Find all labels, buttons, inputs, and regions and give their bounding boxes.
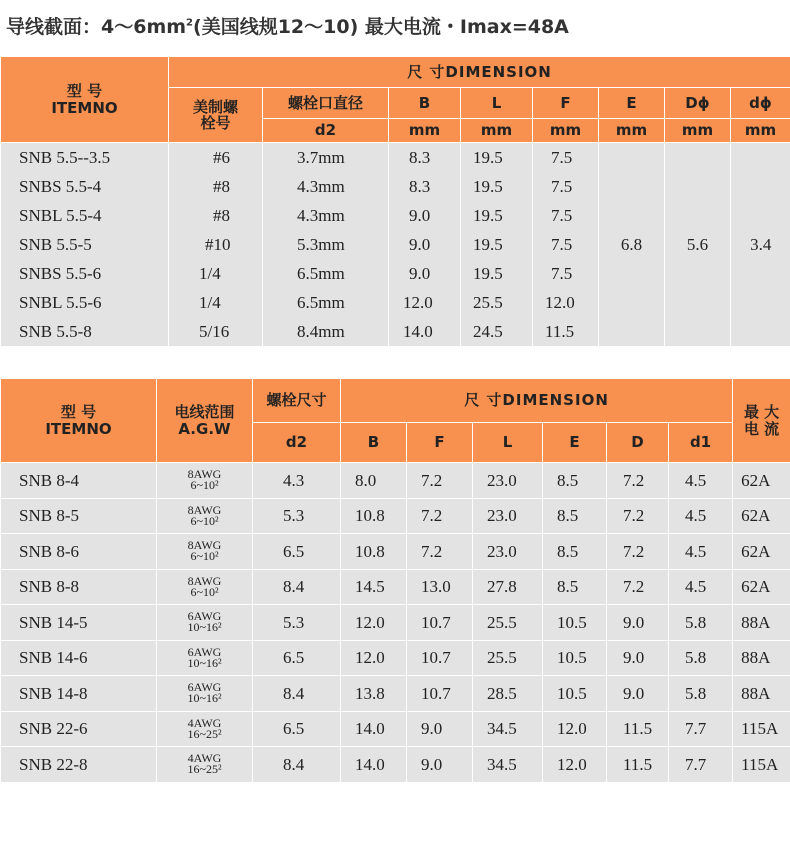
t1-head-mm: mm [599, 119, 665, 143]
cell-E-shared: 6.8 [599, 143, 665, 347]
cell-d2: 5.3 [253, 605, 341, 641]
cell-F: 7.5 [533, 172, 599, 201]
cell-L: 19.5 [461, 143, 533, 173]
t2-head-d2: d2 [253, 423, 341, 463]
t1-head-bolt-1: 美制螺 [192, 97, 238, 116]
cell-F: 12.0 [533, 288, 599, 317]
cell-d2: 5.3mm [263, 230, 389, 259]
cell-B: 12.0 [341, 640, 407, 676]
t2-head-F: F [407, 423, 473, 463]
table-row [1, 640, 790, 676]
table-row [1, 534, 790, 570]
cell-awg [157, 498, 253, 534]
cell-E: 8.5 [543, 569, 607, 605]
cell-awg [157, 711, 253, 747]
page-title [6, 12, 569, 39]
title-sup: 2 [186, 17, 194, 29]
t1-head-Dphi: Dϕ [665, 88, 731, 119]
cell-E: 8.5 [543, 463, 607, 499]
cell-F: 7.5 [533, 230, 599, 259]
cell-B: 12.0 [389, 288, 461, 317]
cell-imax: 62A [733, 463, 790, 499]
t2-head-model-cn: 型 号 [60, 403, 97, 421]
t2-head-imax [733, 379, 790, 463]
cell-L: 23.0 [473, 463, 543, 499]
cell-model: SNBS 5.5-6 [1, 259, 169, 288]
awg-range [157, 753, 252, 775]
spec-table-1 [0, 56, 790, 346]
t1-head-F: F [533, 88, 599, 119]
cell-d2: 6.5 [253, 534, 341, 570]
awg-range [157, 540, 252, 562]
title-text-b: (美国线规12～10) 最大电流・Imax=48A [193, 16, 569, 38]
cell-model: SNBL 5.5-4 [1, 201, 169, 230]
spec-table-2 [0, 378, 790, 782]
t1-head-E: E [599, 88, 665, 119]
awg-section: 10~16² [187, 620, 222, 635]
cell-F: 10.7 [407, 605, 473, 641]
cell-bolt: #8 [169, 201, 263, 230]
cell-L: 25.5 [473, 605, 543, 641]
cell-bolt: #10 [169, 230, 263, 259]
t2-head-E: E [543, 423, 607, 463]
cell-awg [157, 640, 253, 676]
table-row [1, 498, 790, 534]
t1-head-dphi: dϕ [731, 88, 790, 119]
awg-range [157, 682, 252, 704]
cell-model: SNB 5.5-5 [1, 230, 169, 259]
t2-head-D: D [607, 423, 669, 463]
cell-E: 10.5 [543, 605, 607, 641]
cell-d1: 5.8 [669, 676, 733, 712]
cell-bolt: #6 [169, 143, 263, 173]
cell-B: 8.3 [389, 172, 461, 201]
cell-E: 10.5 [543, 640, 607, 676]
t2-head-bolt: 螺栓尺寸 [253, 379, 341, 423]
cell-D: 11.5 [607, 711, 669, 747]
t1-head-mm: mm [461, 119, 533, 143]
cell-E: 12.0 [543, 747, 607, 782]
cell-d1: 4.5 [669, 498, 733, 534]
cell-imax: 88A [733, 676, 790, 712]
cell-awg [157, 605, 253, 641]
t2-head-dimension: 尺 寸DIMENSION [341, 379, 733, 423]
t2-head-imax-2: 电 流 [743, 419, 780, 438]
t1-head-mm: mm [389, 119, 461, 143]
cell-D: 7.2 [607, 534, 669, 570]
t1-head-model-cn: 型 号 [66, 82, 103, 100]
cell-F: 7.2 [407, 534, 473, 570]
cell-bolt: #8 [169, 172, 263, 201]
cell-L: 19.5 [461, 230, 533, 259]
awg-section: 16~25² [187, 726, 222, 741]
cell-L: 24.5 [461, 317, 533, 346]
cell-d2: 6.5 [253, 711, 341, 747]
cell-d2: 4.3mm [263, 172, 389, 201]
awg-gauge: 8AWG [187, 467, 222, 482]
t2-head-awg [157, 379, 253, 463]
cell-d2: 8.4 [253, 569, 341, 605]
t1-head-d2-cn: 螺栓口直径 [263, 88, 389, 119]
t1-head-L: L [461, 88, 533, 119]
table-row [1, 676, 790, 712]
cell-imax: 115A [733, 711, 790, 747]
cell-d2: 4.3 [253, 463, 341, 499]
awg-range [157, 715, 252, 741]
t1-head-B: B [389, 88, 461, 119]
cell-model: SNB 14-6 [1, 640, 157, 676]
cell-E: 10.5 [543, 676, 607, 712]
cell-imax: 62A [733, 498, 790, 534]
cell-B: 10.8 [341, 498, 407, 534]
t1-head-mm: mm [665, 119, 731, 143]
cell-D: 7.2 [607, 498, 669, 534]
cell-awg [157, 747, 253, 782]
t2-head-awg-cn: 电线范围 [174, 403, 235, 421]
table-row [1, 747, 790, 782]
cell-model: SNB 5.5-8 [1, 317, 169, 346]
t1-head-model-en: ITEMNO [51, 98, 118, 117]
cell-B: 14.0 [341, 711, 407, 747]
cell-D: 7.2 [607, 569, 669, 605]
cell-awg [157, 569, 253, 605]
table-row [1, 143, 790, 173]
cell-B: 10.8 [341, 534, 407, 570]
cell-awg [157, 676, 253, 712]
cell-F: 7.5 [533, 143, 599, 173]
cell-model: SNB 8-6 [1, 534, 157, 570]
cell-bolt: 1/4 [169, 259, 263, 288]
cell-B: 14.0 [341, 747, 407, 782]
awg-gauge: 4AWG [187, 751, 222, 766]
t2-head-L: L [473, 423, 543, 463]
awg-section: 16~25² [187, 762, 222, 777]
cell-D: 9.0 [607, 676, 669, 712]
cell-B: 13.8 [341, 676, 407, 712]
cell-bolt: 5/16 [169, 317, 263, 346]
cell-d-shared: 3.4 [731, 143, 790, 347]
t2-head-imax-1: 最 大 [743, 403, 780, 421]
table-row [1, 605, 790, 641]
cell-d2: 3.7mm [263, 143, 389, 173]
cell-F: 9.0 [407, 747, 473, 782]
cell-D: 9.0 [607, 605, 669, 641]
cell-d1: 4.5 [669, 463, 733, 499]
title-text-a: 导线截面：4～6mm [6, 16, 187, 38]
cell-model: SNB 14-8 [1, 676, 157, 712]
cell-d1: 7.7 [669, 747, 733, 782]
cell-d2: 8.4mm [263, 317, 389, 346]
cell-d1: 5.8 [669, 640, 733, 676]
cell-model: SNB 22-8 [1, 747, 157, 782]
cell-F: 11.5 [533, 317, 599, 346]
cell-E: 8.5 [543, 534, 607, 570]
awg-section: 10~16² [187, 655, 222, 670]
cell-model: SNB 8-5 [1, 498, 157, 534]
cell-d2: 6.5 [253, 640, 341, 676]
cell-L: 23.0 [473, 534, 543, 570]
cell-F: 7.5 [533, 259, 599, 288]
t2-head-model-en: ITEMNO [45, 419, 112, 438]
cell-awg [157, 463, 253, 499]
t2-head-model [1, 379, 157, 463]
cell-model: SNB 14-5 [1, 605, 157, 641]
cell-bolt: 1/4 [169, 288, 263, 317]
cell-d2: 5.3 [253, 498, 341, 534]
cell-d1: 4.5 [669, 534, 733, 570]
t1-head-d2-sym: d2 [263, 119, 389, 143]
cell-model: SNBS 5.5-4 [1, 172, 169, 201]
cell-d1: 7.7 [669, 711, 733, 747]
awg-gauge: 8AWG [187, 538, 222, 553]
cell-F: 10.7 [407, 640, 473, 676]
t1-head-bolt-2: 栓号 [200, 114, 231, 132]
t2-head-d1: d1 [669, 423, 733, 463]
awg-gauge: 8AWG [187, 502, 222, 517]
awg-section: 10~16² [187, 691, 222, 706]
awg-range [157, 573, 252, 599]
awg-gauge: 6AWG [187, 644, 222, 659]
cell-imax: 62A [733, 569, 790, 605]
cell-F: 7.2 [407, 498, 473, 534]
cell-D: 9.0 [607, 640, 669, 676]
table-row [1, 569, 790, 605]
t2-head-awg-en: A.G.W [178, 419, 231, 438]
t1-head-model [1, 57, 169, 143]
cell-d2: 6.5mm [263, 288, 389, 317]
table-row [1, 711, 790, 747]
cell-F: 7.2 [407, 463, 473, 499]
cell-awg [157, 534, 253, 570]
cell-L: 34.5 [473, 747, 543, 782]
cell-L: 27.8 [473, 569, 543, 605]
cell-B: 12.0 [341, 605, 407, 641]
cell-L: 34.5 [473, 711, 543, 747]
cell-B: 9.0 [389, 230, 461, 259]
cell-imax: 88A [733, 640, 790, 676]
cell-B: 8.0 [341, 463, 407, 499]
cell-L: 25.5 [473, 640, 543, 676]
cell-L: 28.5 [473, 676, 543, 712]
cell-B: 8.3 [389, 143, 461, 173]
cell-imax: 88A [733, 605, 790, 641]
cell-model: SNB 8-4 [1, 463, 157, 499]
cell-E: 12.0 [543, 711, 607, 747]
cell-d1: 4.5 [669, 569, 733, 605]
cell-D: 11.5 [607, 747, 669, 782]
cell-d2: 6.5mm [263, 259, 389, 288]
cell-L: 23.0 [473, 498, 543, 534]
awg-gauge: 4AWG [187, 715, 222, 730]
awg-gauge: 6AWG [187, 680, 222, 695]
cell-d2: 4.3mm [263, 201, 389, 230]
table-row [1, 463, 790, 499]
cell-imax: 115A [733, 747, 790, 782]
cell-F: 7.5 [533, 201, 599, 230]
t2-head-B: B [341, 423, 407, 463]
awg-section: 6~10² [190, 478, 219, 493]
cell-F: 10.7 [407, 676, 473, 712]
t1-head-mm: mm [533, 119, 599, 143]
cell-E: 8.5 [543, 498, 607, 534]
cell-L: 19.5 [461, 259, 533, 288]
cell-model: SNBL 5.5-6 [1, 288, 169, 317]
cell-D: 7.2 [607, 463, 669, 499]
cell-d2: 8.4 [253, 747, 341, 782]
cell-model: SNB 22-6 [1, 711, 157, 747]
cell-F: 13.0 [407, 569, 473, 605]
awg-range [157, 469, 252, 491]
cell-model: SNB 5.5--3.5 [1, 143, 169, 173]
awg-range [157, 502, 252, 528]
cell-B: 14.0 [389, 317, 461, 346]
cell-d1: 5.8 [669, 605, 733, 641]
cell-L: 25.5 [461, 288, 533, 317]
t1-head-mm: mm [731, 119, 790, 143]
awg-gauge: 6AWG [187, 609, 222, 624]
awg-range [157, 611, 252, 633]
awg-section: 6~10² [190, 584, 219, 599]
awg-gauge: 8AWG [187, 573, 222, 588]
awg-section: 6~10² [190, 549, 219, 564]
cell-model: SNB 8-8 [1, 569, 157, 605]
cell-B: 9.0 [389, 201, 461, 230]
cell-d2: 8.4 [253, 676, 341, 712]
t1-head-bolt [169, 88, 263, 143]
t1-head-dimension: 尺 寸DIMENSION [169, 57, 790, 88]
awg-range [157, 644, 252, 670]
cell-B: 9.0 [389, 259, 461, 288]
cell-B: 14.5 [341, 569, 407, 605]
cell-D-shared: 5.6 [665, 143, 731, 347]
cell-L: 19.5 [461, 172, 533, 201]
cell-F: 9.0 [407, 711, 473, 747]
cell-L: 19.5 [461, 201, 533, 230]
cell-imax: 62A [733, 534, 790, 570]
awg-section: 6~10² [190, 513, 219, 528]
